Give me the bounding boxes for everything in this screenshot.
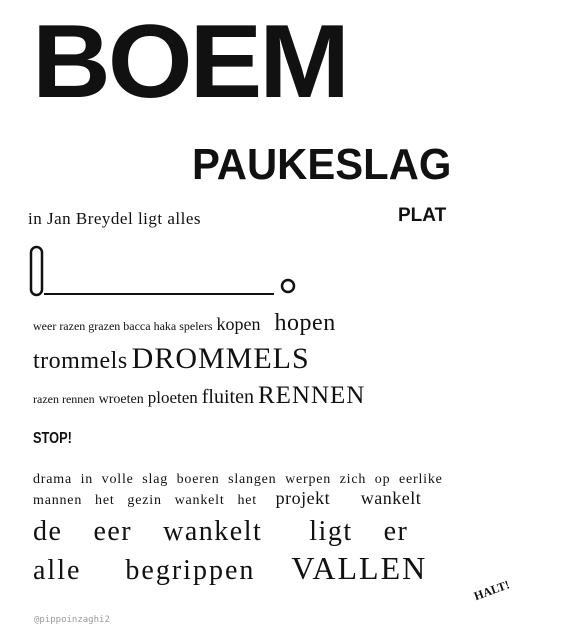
poem-word-vallen: VALLEN	[291, 550, 428, 586]
poem-word-er: er	[383, 516, 409, 547]
word-plat: PLAT	[398, 205, 447, 226]
poem-row-2	[33, 342, 310, 376]
poem-row-7	[33, 516, 408, 548]
poem-word-hopen: hopen	[274, 310, 336, 336]
line-breydel: in Jan Breydel ligt alles	[28, 209, 202, 228]
poem-word-wroeten: wroeten	[98, 392, 144, 407]
poem-word-wankelt-big: wankelt	[163, 516, 263, 547]
poem-word-alle: alle	[33, 555, 82, 586]
poem-word-begrippen: begrippen	[125, 555, 256, 586]
word-stop: STOP!	[33, 430, 72, 447]
poem-word-projekt: projekt	[275, 488, 331, 508]
poem-word-rennen: RENNEN	[257, 382, 366, 409]
poem-row-5: drama in volle slag boeren slangen werpen zich op eerlike	[33, 472, 443, 487]
poem-word-trommels: trommels	[33, 348, 128, 374]
poem-row-1	[33, 310, 336, 337]
poem-row-6	[33, 488, 421, 509]
credit-handle: @pippoinzaghi2	[34, 615, 110, 625]
poem-word-eer: eer	[93, 516, 133, 547]
poem-word-wankelt: wankelt	[360, 488, 422, 508]
poem-words-small: weer razen grazen bacca haka spelers	[33, 319, 213, 333]
poem-word-ligt: ligt	[309, 516, 353, 547]
poem-word-de: de	[33, 516, 63, 547]
poem-word-fluiten: fluiten	[201, 386, 254, 408]
poem-word-ploeten: ploeten	[147, 388, 198, 407]
falling-figure-icon	[26, 242, 306, 302]
poem-word-drommels: DROMMELS	[131, 342, 310, 375]
subtitle-paukeslag: PAUKESLAG	[192, 140, 452, 189]
poem-row-3	[33, 382, 365, 410]
word-halt: HALT!	[472, 577, 512, 604]
title-boem: BOEM	[32, 4, 347, 120]
poem-words-mannen: mannen het gezin wankelt het	[33, 493, 257, 508]
poem-word-kopen: kopen	[216, 314, 261, 334]
poem-row-8	[33, 550, 427, 587]
poem-word-razen-rennen: razen rennen	[33, 392, 95, 406]
